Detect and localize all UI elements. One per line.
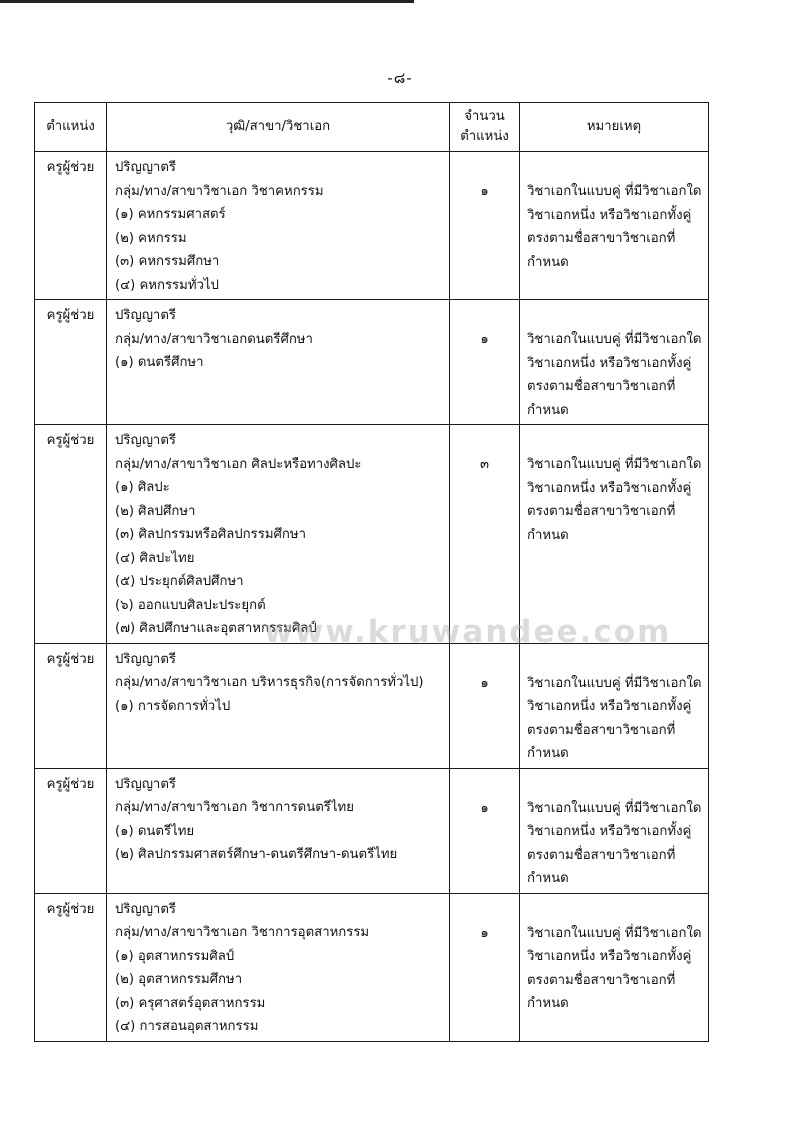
note-line: กำหนด	[527, 254, 569, 270]
subject-item: (๗) ศิลปศึกษาและอุตสาหกรรมศิลป์	[115, 621, 317, 636]
note-cell	[520, 425, 709, 644]
table-row	[35, 300, 709, 425]
position-cell: ครูผู้ช่วย	[35, 643, 107, 768]
note-line: กำหนด	[527, 746, 569, 761]
subject-item: (๑) การจัดการทั่วไป	[115, 698, 231, 714]
degree-label: ปริญญาตรี	[115, 901, 176, 917]
degree-label: ปริญญาตรี	[115, 308, 176, 323]
header-count	[450, 103, 520, 152]
major-group-label: กลุ่ม/ทาง/สาขาวิชาเอก วิชาคหกรรม	[115, 183, 324, 199]
note-line: กำหนด	[527, 527, 569, 543]
note-line: วิชาเอกหนึ่ง หรือวิชาเอกทั้งคู่	[527, 824, 692, 839]
header-count-line1: จำนวน	[464, 109, 505, 124]
qualification-cell	[107, 300, 450, 425]
major-group-label: กลุ่ม/ทาง/สาขาวิชาเอกดนตรีศึกษา	[115, 331, 313, 347]
degree-label: ปริญญาตรี	[115, 160, 176, 175]
note-line: ตรงตามชื่อสาขาวิชาเอกที่	[527, 722, 676, 738]
subject-item: (๒) ศิลปกรรมศาสตร์ศึกษา-ดนตรีศึกษา-ดนตรีไทย	[115, 847, 398, 862]
count-cell: ๑	[450, 643, 520, 768]
table-row	[35, 152, 709, 300]
table-row	[35, 893, 709, 1041]
count-cell: ๓	[450, 425, 520, 644]
header-qualification: วุฒิ/สาขา/วิชาเอก	[107, 103, 450, 152]
qualification-cell	[107, 152, 450, 300]
header-position: ตำแหน่ง	[35, 103, 107, 152]
subject-item: (๒) อุตสาหกรรมศึกษา	[115, 972, 243, 987]
subject-item: (๓) ศิลปกรรมหรือศิลปกรรมศึกษา	[115, 527, 306, 542]
count-cell: ๑	[450, 152, 520, 300]
note-line: ตรงตามชื่อสาขาวิชาเอกที่	[527, 972, 676, 988]
qualification-cell	[107, 768, 450, 893]
subject-item: (๑) อุตสาหกรรมศิลป์	[115, 948, 235, 964]
note-line: กำหนด	[527, 871, 569, 886]
major-group-label: กลุ่ม/ทาง/สาขาวิชาเอก ศิลปะหรือทางศิลปะ	[115, 456, 362, 472]
note-line: วิชาเอกหนึ่ง หรือวิชาเอกทั้งคู่	[527, 355, 692, 371]
subject-item: (๕) ประยุกต์ศิลปศึกษา	[115, 574, 244, 589]
note-line: วิชาเอกหนึ่ง หรือวิชาเอกทั้งคู่	[527, 949, 692, 964]
subject-item: (๖) ออกแบบศิลปะประยุกต์	[115, 597, 266, 613]
note-line: วิชาเอกหนึ่ง หรือวิชาเอกทั้งคู่	[527, 480, 692, 496]
count-cell: ๑	[450, 768, 520, 893]
subject-item: (๔) คหกรรมทั่วไป	[115, 277, 219, 293]
subject-item: (๔) การสอนอุตสาหกรรม	[115, 1019, 259, 1034]
subject-item: (๓) ครุศาสตร์อุตสาหกรรม	[115, 995, 266, 1011]
note-line: วิชาเอกในแบบคู่ ที่มีวิชาเอกใด	[527, 184, 702, 199]
table-row	[35, 768, 709, 893]
note-cell	[520, 768, 709, 893]
header-note: หมายเหตุ	[520, 103, 709, 152]
note-line: วิชาเอกหนึ่ง หรือวิชาเอกทั้งคู่	[527, 207, 692, 223]
position-cell: ครูผู้ช่วย	[35, 300, 107, 425]
subject-item: (๒) ศิลปศึกษา	[115, 503, 196, 519]
note-line: วิชาเอกในแบบคู่ ที่มีวิชาเอกใด	[527, 925, 702, 941]
subject-item: (๑) ศิลปะ	[115, 480, 170, 495]
header-count-line2: ตำแหน่ง	[460, 129, 509, 144]
subject-item: (๑) คหกรรมศาสตร์	[115, 207, 226, 222]
count-cell: ๑	[450, 300, 520, 425]
table-row	[35, 643, 709, 768]
qualification-cell	[107, 643, 450, 768]
note-line: ตรงตามชื่อสาขาวิชาเอกที่	[527, 504, 676, 519]
major-group-label: กลุ่ม/ทาง/สาขาวิชาเอก บริหารธุรกิจ(การจัดการทั่วไป)	[115, 675, 424, 690]
note-cell	[520, 893, 709, 1041]
note-line: วิชาเอกในแบบคู่ ที่มีวิชาเอกใด	[527, 457, 702, 472]
subject-item: (๒) คหกรรม	[115, 230, 187, 246]
note-cell	[520, 643, 709, 768]
subject-item: (๑) ดนตรีไทย	[115, 823, 195, 839]
position-cell: ครูผู้ช่วย	[35, 768, 107, 893]
qualification-cell	[107, 425, 450, 644]
position-cell: ครูผู้ช่วย	[35, 893, 107, 1041]
note-cell	[520, 300, 709, 425]
major-group-label: กลุ่ม/ทาง/สาขาวิชาเอก วิชาการอุตสาหกรรม	[115, 925, 370, 940]
note-line: ตรงตามชื่อสาขาวิชาเอกที่	[527, 847, 676, 863]
position-cell: ครูผู้ช่วย	[35, 425, 107, 644]
note-line: วิชาเอกในแบบคู่ ที่มีวิชาเอกใด	[527, 675, 702, 691]
note-line: ตรงตามชื่อสาขาวิชาเอกที่	[527, 231, 676, 246]
note-line: กำหนด	[527, 996, 569, 1011]
note-line: วิชาเอกในแบบคู่ ที่มีวิชาเอกใด	[527, 800, 702, 816]
major-group-label: กลุ่ม/ทาง/สาขาวิชาเอก วิชาการดนตรีไทย	[115, 800, 354, 815]
subject-item: (๔) ศิลปะไทย	[115, 550, 195, 566]
table-body	[35, 152, 709, 1042]
subject-item: (๓) คหกรรมศึกษา	[115, 254, 220, 269]
note-line: วิชาเอกหนึ่ง หรือวิชาเอกทั้งคู่	[527, 699, 692, 714]
note-line: วิชาเอกในแบบคู่ ที่มีวิชาเอกใด	[527, 332, 702, 347]
table-row	[35, 425, 709, 644]
note-line: ตรงตามชื่อสาขาวิชาเอกที่	[527, 379, 676, 394]
degree-label: ปริญญาตรี	[115, 651, 176, 667]
qualification-cell	[107, 893, 450, 1041]
note-line: กำหนด	[527, 402, 569, 418]
subject-item: (๑) ดนตรีศึกษา	[115, 355, 204, 370]
note-cell	[520, 152, 709, 300]
table-header-row	[35, 103, 709, 152]
degree-label: ปริญญาตรี	[115, 433, 176, 448]
top-rule	[0, 0, 414, 3]
count-cell: ๑	[450, 893, 520, 1041]
page-number: -๘-	[387, 69, 413, 87]
watermark: www.kruwandee.com	[264, 614, 672, 650]
degree-label: ปริญญาตรี	[115, 776, 176, 792]
position-table	[34, 102, 709, 1042]
position-cell: ครูผู้ช่วย	[35, 152, 107, 300]
